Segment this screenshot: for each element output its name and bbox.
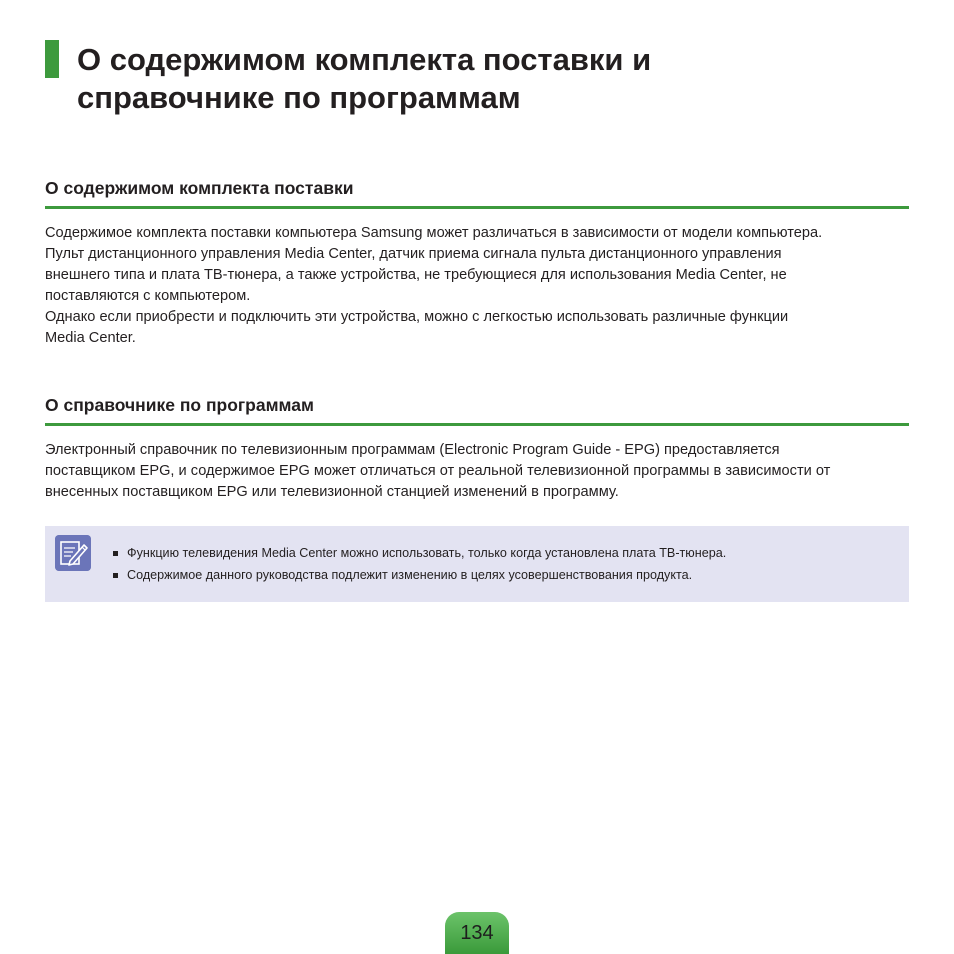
section-program-guide	[45, 394, 909, 503]
note-pencil-icon	[55, 535, 91, 571]
page-title-line-2: справочнике по программам	[77, 80, 521, 115]
note-list	[113, 542, 726, 586]
section-heading: О содержимом комплекта поставки	[45, 177, 909, 209]
section-body	[45, 440, 909, 503]
body-line: Однако если приобрести и подключить эти устройства, можно с легкостью использовать различные функции	[45, 309, 789, 325]
section-body	[45, 223, 909, 349]
note-item: Функцию телевидения Media Center можно использовать, только когда установлена плата ТВ-тюнера.	[113, 542, 726, 564]
page-title	[77, 41, 917, 117]
body-line: Электронный справочник по телевизионным программам (Electronic Program Guide - EPG) предоставляется	[45, 442, 780, 458]
note-item: Содержимое данного руководства подлежит изменению в целях усовершенствования продукта.	[113, 564, 726, 586]
body-line: поставляются с компьютером.	[45, 288, 251, 304]
section-heading: О справочнике по программам	[45, 394, 909, 426]
body-line: внесенных поставщиком EPG или телевизионной станцией изменений в программу.	[45, 484, 619, 500]
title-accent-bar	[45, 40, 59, 78]
body-line: поставщиком EPG, и содержимое EPG может отличаться от реальной телевизионной программы в зависимости от	[45, 463, 831, 479]
body-line: Содержимое комплекта поставки компьютера Samsung может различаться в зависимости от модели компьютера.	[45, 225, 823, 241]
body-line: Media Center.	[45, 330, 136, 346]
body-line: внешнего типа и плата ТВ-тюнера, а также устройства, не требующиеся для использования Media Center, не	[45, 267, 787, 283]
page-number: 134	[445, 912, 509, 954]
note-box	[45, 526, 909, 602]
page-title-line-1: О содержимом комплекта поставки и	[77, 42, 652, 77]
body-line: Пульт дистанционного управления Media Center, датчик приема сигнала пульта дистанционного управления	[45, 246, 782, 262]
section-package-contents	[45, 177, 909, 349]
